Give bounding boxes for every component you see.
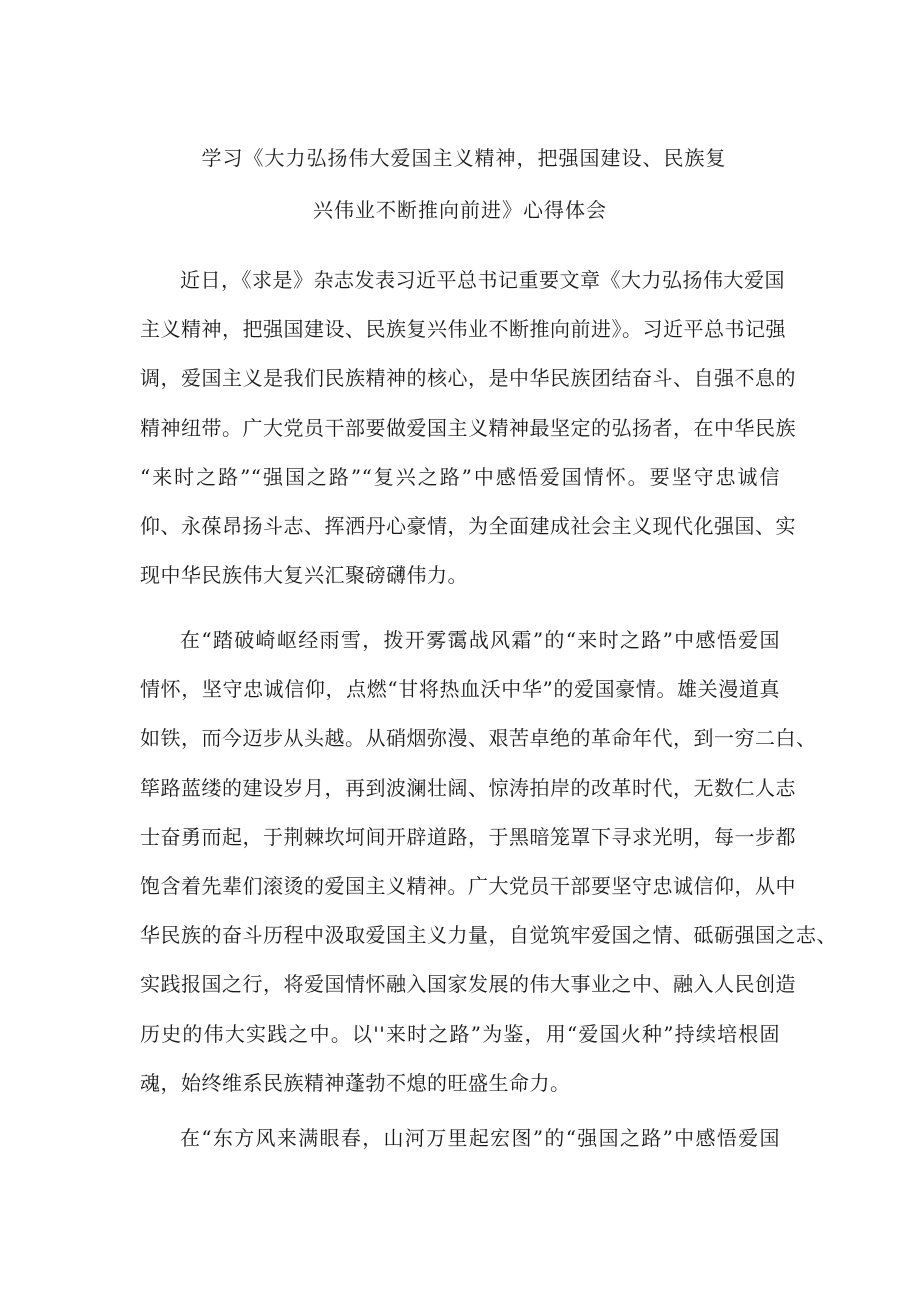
paragraph-line: 情怀，坚守忠诚信仰，点燃“甘将热血沃中华”的爱国豪情。雄关漫道真 (140, 677, 780, 701)
document-title-line-1: 学习《大力弘扬伟大爱国主义精神，把强国建设、民族复 (201, 146, 727, 170)
paragraph-line: 主义精神，把强国建设、民族复兴伟业不断推向前进》。习近平总书记强 (140, 317, 786, 341)
paragraph-line: 仰、永葆昂扬斗志、挥洒丹心豪情，为全面建成社会主义现代化强国、实 (140, 514, 796, 538)
paragraph-line: 魂，始终维系民族精神蓬勃不熄的旺盛生命力。 (140, 1071, 571, 1095)
paragraph-line: 如铁，而今迈步从头越。从硝烟弥漫、艰苦卓绝的革命年代，到一穷二白、 (140, 726, 817, 750)
paragraph-line: 实践报国之行，将爱国情怀融入国家发展的伟大事业之中、融入人民创造 (140, 972, 796, 996)
paragraph-line: 筚路蓝缕的建设岁月，再到波澜壮阔、惊涛拍岸的改革时代，无数仁人志 (140, 776, 796, 800)
document-title-line-2: 兴伟业不断推向前进》心得体会 (313, 198, 607, 222)
paragraph-line: 调，爱国主义是我们民族精神的核心，是中华民族团结奋斗、自强不息的 (140, 366, 796, 390)
paragraph-line: 士奋勇而起，于荆棘坎坷间开辟道路，于黑暗笼罩下寻求光明，每一步都 (140, 825, 796, 849)
paragraph-line: 华民族的奋斗历程中汲取爱国主义力量，自觉筑牢爱国之情、砥砺强国之志、 (140, 923, 837, 947)
paragraph-line: 近日，《求是》杂志发表习近平总书记重要文章《大力弘扬伟大爱国 (180, 268, 785, 292)
paragraph-line: “来时之路”“强国之路”“复兴之路”中感悟爱国情怀。要坚守忠诚信 (140, 465, 780, 489)
paragraph-line: 在“踏破崎岖经雨雪，拨开雾霭战风霜”的“来时之路”中感悟爱国 (180, 628, 780, 652)
paragraph-line: 在“东方风来满眼春，山河万里起宏图”的“强国之路”中感悟爱国 (180, 1126, 780, 1150)
paragraph-line: 饱含着先辈们滚烫的爱国主义精神。广大党员干部要坚守忠诚信仰，从中 (140, 874, 796, 898)
paragraph-line: 历史的伟大实践之中。以''来时之路”为鉴，用“爱国火种”持续培根固 (140, 1022, 780, 1046)
paragraph-line: 精神纽带。广大党员干部要做爱国主义精神最坚定的弘扬者，在中华民族 (140, 416, 796, 440)
paragraph-line: 现中华民族伟大复兴汇聚磅礴伟力。 (140, 563, 468, 587)
